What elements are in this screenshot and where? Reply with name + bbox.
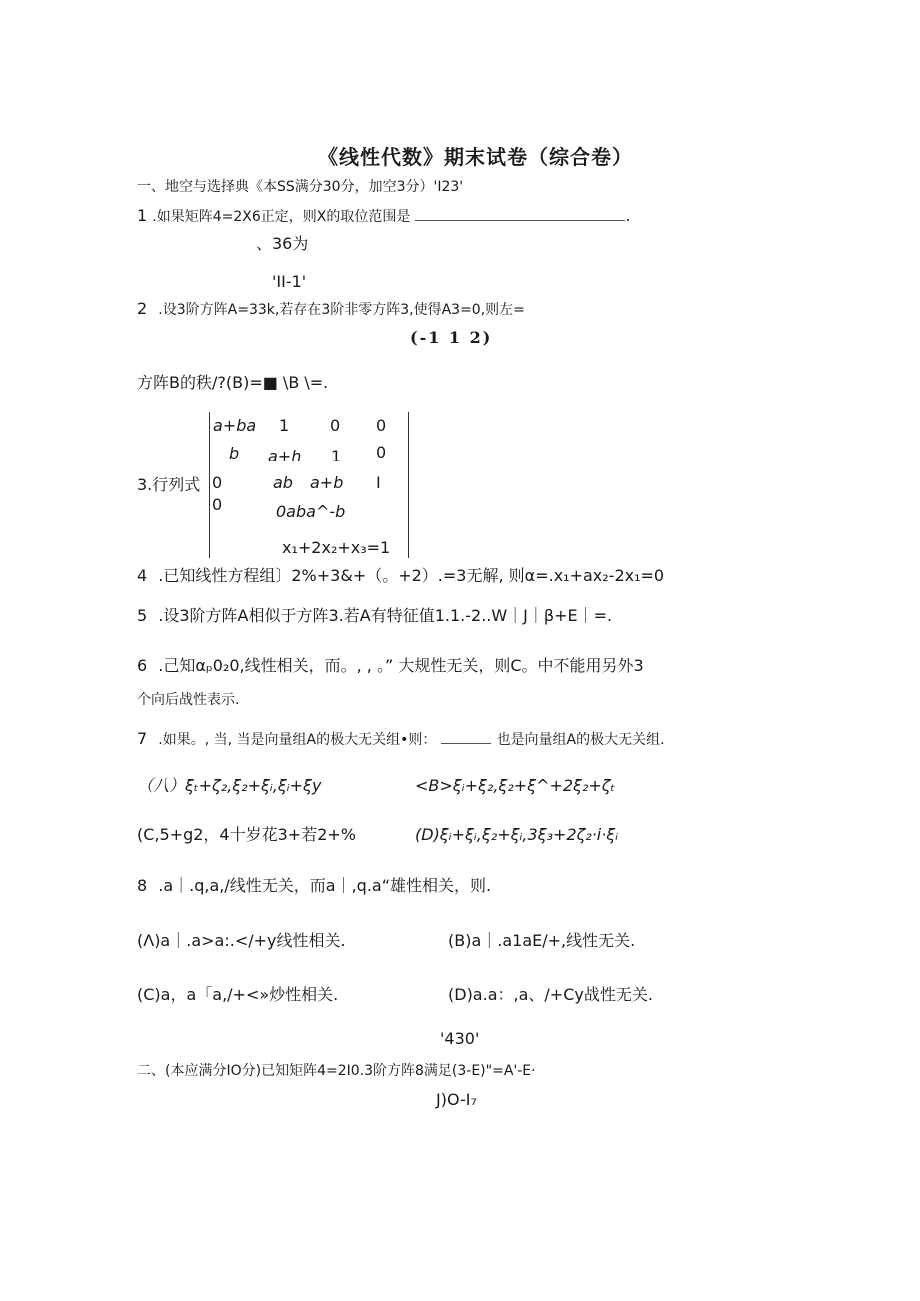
q1-fragment-a: 、36为 [256,234,309,253]
q1-fragment-b: 'II-1' [272,272,307,291]
page-code: '430' [440,1029,480,1048]
section1-heading: 一、地空与选择典《本SS满分30分，加空3分）'I23' [137,179,464,195]
question-text: .己知αₚ0₂0,线性相关，而。, , 。” 大规性无关，则C。中不能用另外3 [158,656,644,675]
q3-label: 3.行列式 [137,475,201,494]
question-text: .已知线性方程组〕2%+3&+（。+2）.=3无解, 则α=.x₁+ax₂-2x₁=0 [158,566,665,585]
question-text: .如果矩阵4=2X6正定，则X的取位范围是 [152,209,411,225]
question-text: .a｜.q,a,/线性无关，而a｜,q.a“雄性相关，则. [158,876,492,895]
question-number: 6 [137,656,148,675]
determinant-left-bar [209,412,210,558]
q3-equation: x₁+2x₂+x₃=1 [282,538,391,557]
question-number: 2 [137,299,148,318]
option-a[interactable]: （八）ξₜ+ζ₂,ξ₂+ξᵢ,ξᵢ+ξy [137,776,322,795]
question-6-line2: 个向后战性表示. [137,692,240,708]
question-8 [137,876,491,896]
question-5 [137,606,612,626]
det-cell: 0 [376,416,387,435]
question-text: 也是向量组A的极大无关组. [496,732,665,748]
option-a[interactable]: (Λ)a｜.a>a:.</+y线性相关. [137,931,346,950]
question-number: 5 [137,606,148,625]
question-text: .设3阶方阵A相似于方阵3.若A有特征值1.1.-2..W｜J｜β+E｜=. [158,606,613,625]
section2-line2: J)O-I₇ [436,1090,477,1109]
q2-vector: (-1 1 2) [410,328,493,347]
section2-heading: 二、(本应满分IO分)已知矩阵4=2I0.3阶方阵8满足(3-E)"=A'-E· [137,1063,536,1079]
question-6 [137,656,644,676]
det-cell: 1 [331,447,342,461]
det-cell: a+b [310,473,344,492]
question-text: .设3阶方阵A=33k,若存在3阶非零方阵3,使得A3=0,则左= [158,302,525,318]
det-cell: 0 [376,443,387,462]
question-number: 1 [137,206,148,225]
det-cell: 0 [212,473,223,492]
det-cell: a+ba [213,416,257,435]
det-cell: b [229,444,240,463]
determinant-right-bar [408,412,409,558]
question-number: 7 [137,729,148,748]
page-title: 《线性代数》期末试卷（综合卷） [318,145,633,169]
det-cell: 0 [212,495,223,514]
option-c[interactable]: (C,5+g2，4十岁花3+若2+% [137,825,356,844]
option-b[interactable]: (B)a｜.a1aE/+,线性无关. [448,931,636,950]
det-cell: ab [273,473,293,492]
det-cell: 1 [279,416,290,435]
answer-blank[interactable] [415,206,625,221]
question-number: 8 [137,876,148,895]
question-number: 4 [137,566,148,585]
option-c[interactable]: (C)a，a「a,/+<»炒性相关. [137,985,339,1004]
question-text: .如果。, 当, 当是向量组A的极大无关组•则： [158,732,437,748]
det-cell: 0 [330,416,341,435]
option-b[interactable]: <B>ξᵢ+ξ₂,ξ₂+ξ^+2ξ₂+ζₜ [415,776,616,795]
question-4 [137,566,664,586]
option-d[interactable]: (D)ξᵢ+ξᵢ,ξ₂+ξᵢ,3ξ₃+2ζ₂·i·ξᵢ [415,825,619,844]
question-7 [137,729,665,749]
det-cell: I [376,473,381,492]
question-1: 1 .如果矩阵4=2X6正定，则X的取位范围是 . [137,206,631,225]
option-d[interactable]: (D)a.a：,a、/+Cy战性无关. [448,985,653,1004]
det-cell: 0aba^-b [276,502,346,521]
q2-line2: 方阵B的秩/?(B)=■ \B \=. [137,373,329,392]
det-cell: a+h [268,447,302,461]
answer-blank[interactable] [441,729,491,744]
question-2 [137,299,525,319]
